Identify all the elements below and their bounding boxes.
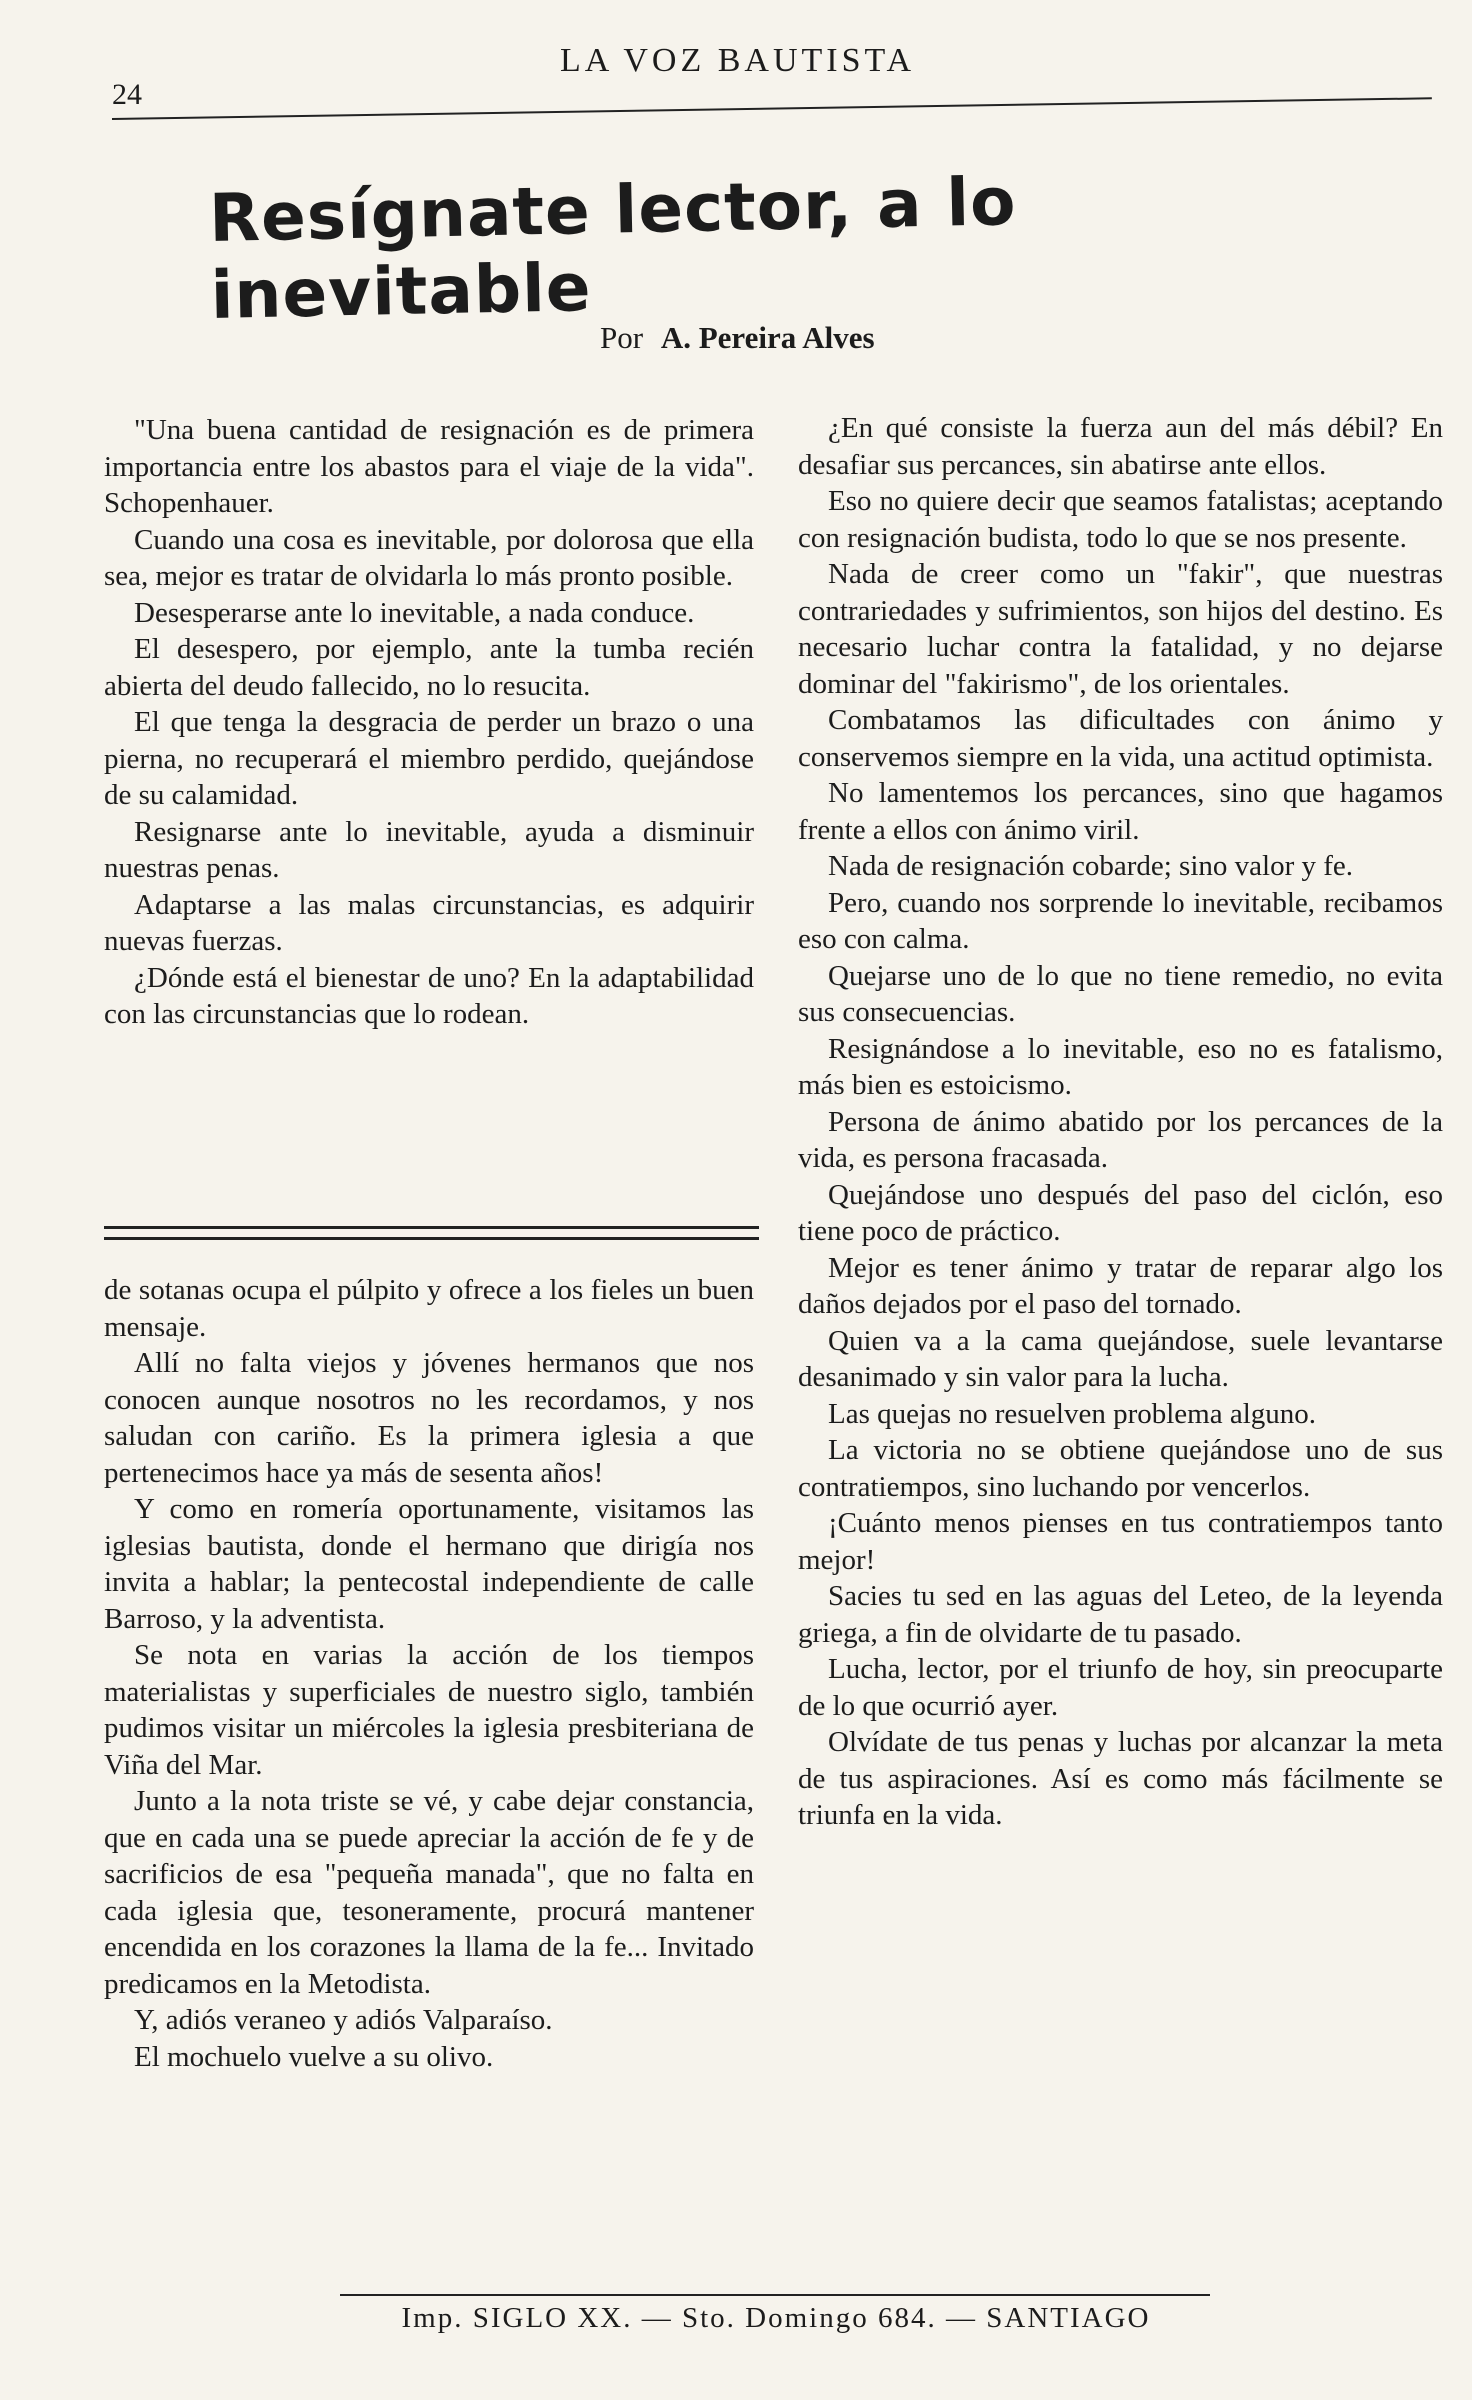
- paragraph: Las quejas no resuelven problema alguno.: [828, 1397, 1317, 1430]
- article-column-left: [104, 412, 754, 1033]
- byline-prefix: Por: [600, 320, 644, 355]
- paragraph: No lamentemos los percances, sino que hagamos frente a ellos con ánimo viril.: [798, 777, 1443, 846]
- footer-rule: [340, 2294, 1210, 2296]
- paragraph: Adaptarse a las malas circunstancias, es adquirir nuevas fuerzas.: [104, 888, 754, 957]
- paragraph: Pero, cuando nos sorprende lo inevitable, recibamos eso con calma.: [798, 886, 1443, 955]
- paragraph: Resignándose a lo inevitable, eso no es fatalismo, más bien es estoicismo.: [798, 1032, 1443, 1101]
- paragraph: Lucha, lector, por el triunfo de hoy, sin preocuparte de lo que ocurrió ayer.: [798, 1653, 1443, 1722]
- page-number: 24: [112, 78, 142, 111]
- paragraph: Sacies tu sed en las aguas del Leteo, de la leyenda griega, a fin de olvidarte de tu pasado.: [798, 1580, 1443, 1649]
- author-name: A. Pereira Alves: [660, 320, 875, 355]
- paragraph: Quien va a la cama quejándose, suele levantarse desanimado y sin valor para la lucha.: [798, 1324, 1443, 1393]
- paragraph: Quejarse uno de lo que no tiene remedio, no evita sus consecuencias.: [798, 959, 1443, 1028]
- paragraph: ¿Dónde está el bienestar de uno? En la adaptabilidad con las circunstancias que lo rodean.: [104, 961, 754, 1030]
- paragraph: Mejor es tener ánimo y tratar de reparar algo los daños dejados por el paso del tornado.: [798, 1251, 1443, 1320]
- paragraph: ¡Cuánto menos pienses en tus contratiempos tanto mejor!: [798, 1507, 1443, 1576]
- paragraph: Eso no quiere decir que seamos fatalistas; aceptando con resignación budista, todo lo que se nos presente.: [798, 485, 1443, 554]
- paragraph: ¿En qué consiste la fuerza aun del más débil? En desafiar sus percances, sin abatirse ante ellos.: [798, 412, 1443, 481]
- paragraph: Persona de ánimo abatido por los percances de la vida, es persona fracasada.: [798, 1105, 1443, 1174]
- paragraph: Quejándose uno después del paso del ciclón, eso tiene poco de práctico.: [798, 1178, 1443, 1247]
- paragraph: Nada de creer como un "fakir", que nuestras contrariedades y sufrimientos, son hijos del destino. Es necesario luchar contra la fatalidad, y no dejarse dominar del "fakirismo", de los orientales.: [798, 558, 1443, 700]
- paragraph: Nada de resignación cobarde; sino valor y fe.: [828, 850, 1354, 882]
- paragraph: Y como en romería oportunamente, visitamos las iglesias bautista, donde el hermano que dirigía nos invita a hablar; la pentecostal independiente de calle Barroso, y la adventista.: [104, 1493, 754, 1635]
- printer-imprint: Imp. SIGLO XX. — Sto. Domingo 684. — SANTIAGO: [401, 2302, 1151, 2334]
- paragraph: de sotanas ocupa el púlpito y ofrece a los fieles un buen mensaje.: [104, 1274, 754, 1343]
- paragraph: El desespero, por ejemplo, ante la tumba recién abierta del deudo fallecido, no lo resucita.: [104, 633, 754, 702]
- article-title: Resígnate lector, a lo inevitable: [208, 163, 1018, 334]
- paragraph: Desesperarse ante lo inevitable, a nada conduce.: [134, 596, 695, 629]
- paragraph: Y, adiós veraneo y adiós Valparaíso.: [134, 2004, 553, 2036]
- paragraph: Junto a la nota triste se vé, y cabe dejar constancia, que en cada una se puede apreciar la acción de fe y de sacrificios de esa "pequeña manada", que no falta en cada iglesia que, tesoneramente, procurá mantener encendida en los corazones la llama de la fe... Invitado predicamos en la Metodista.: [104, 1785, 754, 2000]
- continuation-column: [104, 1272, 754, 2075]
- article-column-right: [798, 410, 1443, 1834]
- paragraph: La victoria no se obtiene quejándose uno de sus contratiempos, sino luchando por vencerlos.: [798, 1434, 1443, 1503]
- section-divider: [104, 1226, 759, 1240]
- byline: [600, 320, 875, 356]
- paragraph: "Una buena cantidad de resignación es de primera importancia entre los abastos para el viaje de la vida". Schopenhauer.: [104, 414, 754, 519]
- paragraph: Combatamos las dificultades con ánimo y conservemos siempre en la vida, una actitud optimista.: [798, 704, 1443, 773]
- paragraph: Olvídate de tus penas y luchas por alcanzar la meta de tus aspiraciones. Así es como más fácilmente se triunfa en la vida.: [798, 1726, 1443, 1831]
- paragraph: El que tenga la desgracia de perder un brazo o una pierna, no recuperará el miembro perdido, quejándose de su calamidad.: [104, 706, 754, 811]
- header-rule: [112, 97, 1432, 120]
- paragraph: Resignarse ante lo inevitable, ayuda a disminuir nuestras penas.: [104, 815, 754, 884]
- paragraph: Se nota en varias la acción de los tiempos materialistas y superficiales de nuestro siglo, también pudimos visitar un miércoles la iglesia presbiteriana de Viña del Mar.: [104, 1639, 754, 1781]
- paragraph: Allí no falta viejos y jóvenes hermanos que nos conocen aunque nosotros no les recordamos, y nos saludan con cariño. Es la primera iglesia a que pertenecimos hace ya más de sesenta años!: [104, 1347, 754, 1489]
- running-head: LA VOZ BAUTISTA: [560, 42, 916, 79]
- paragraph: Cuando una cosa es inevitable, por dolorosa que ella sea, mejor es tratar de olvidarla lo más pronto posible.: [104, 523, 754, 592]
- paragraph: El mochuelo vuelve a su olivo.: [134, 2040, 494, 2073]
